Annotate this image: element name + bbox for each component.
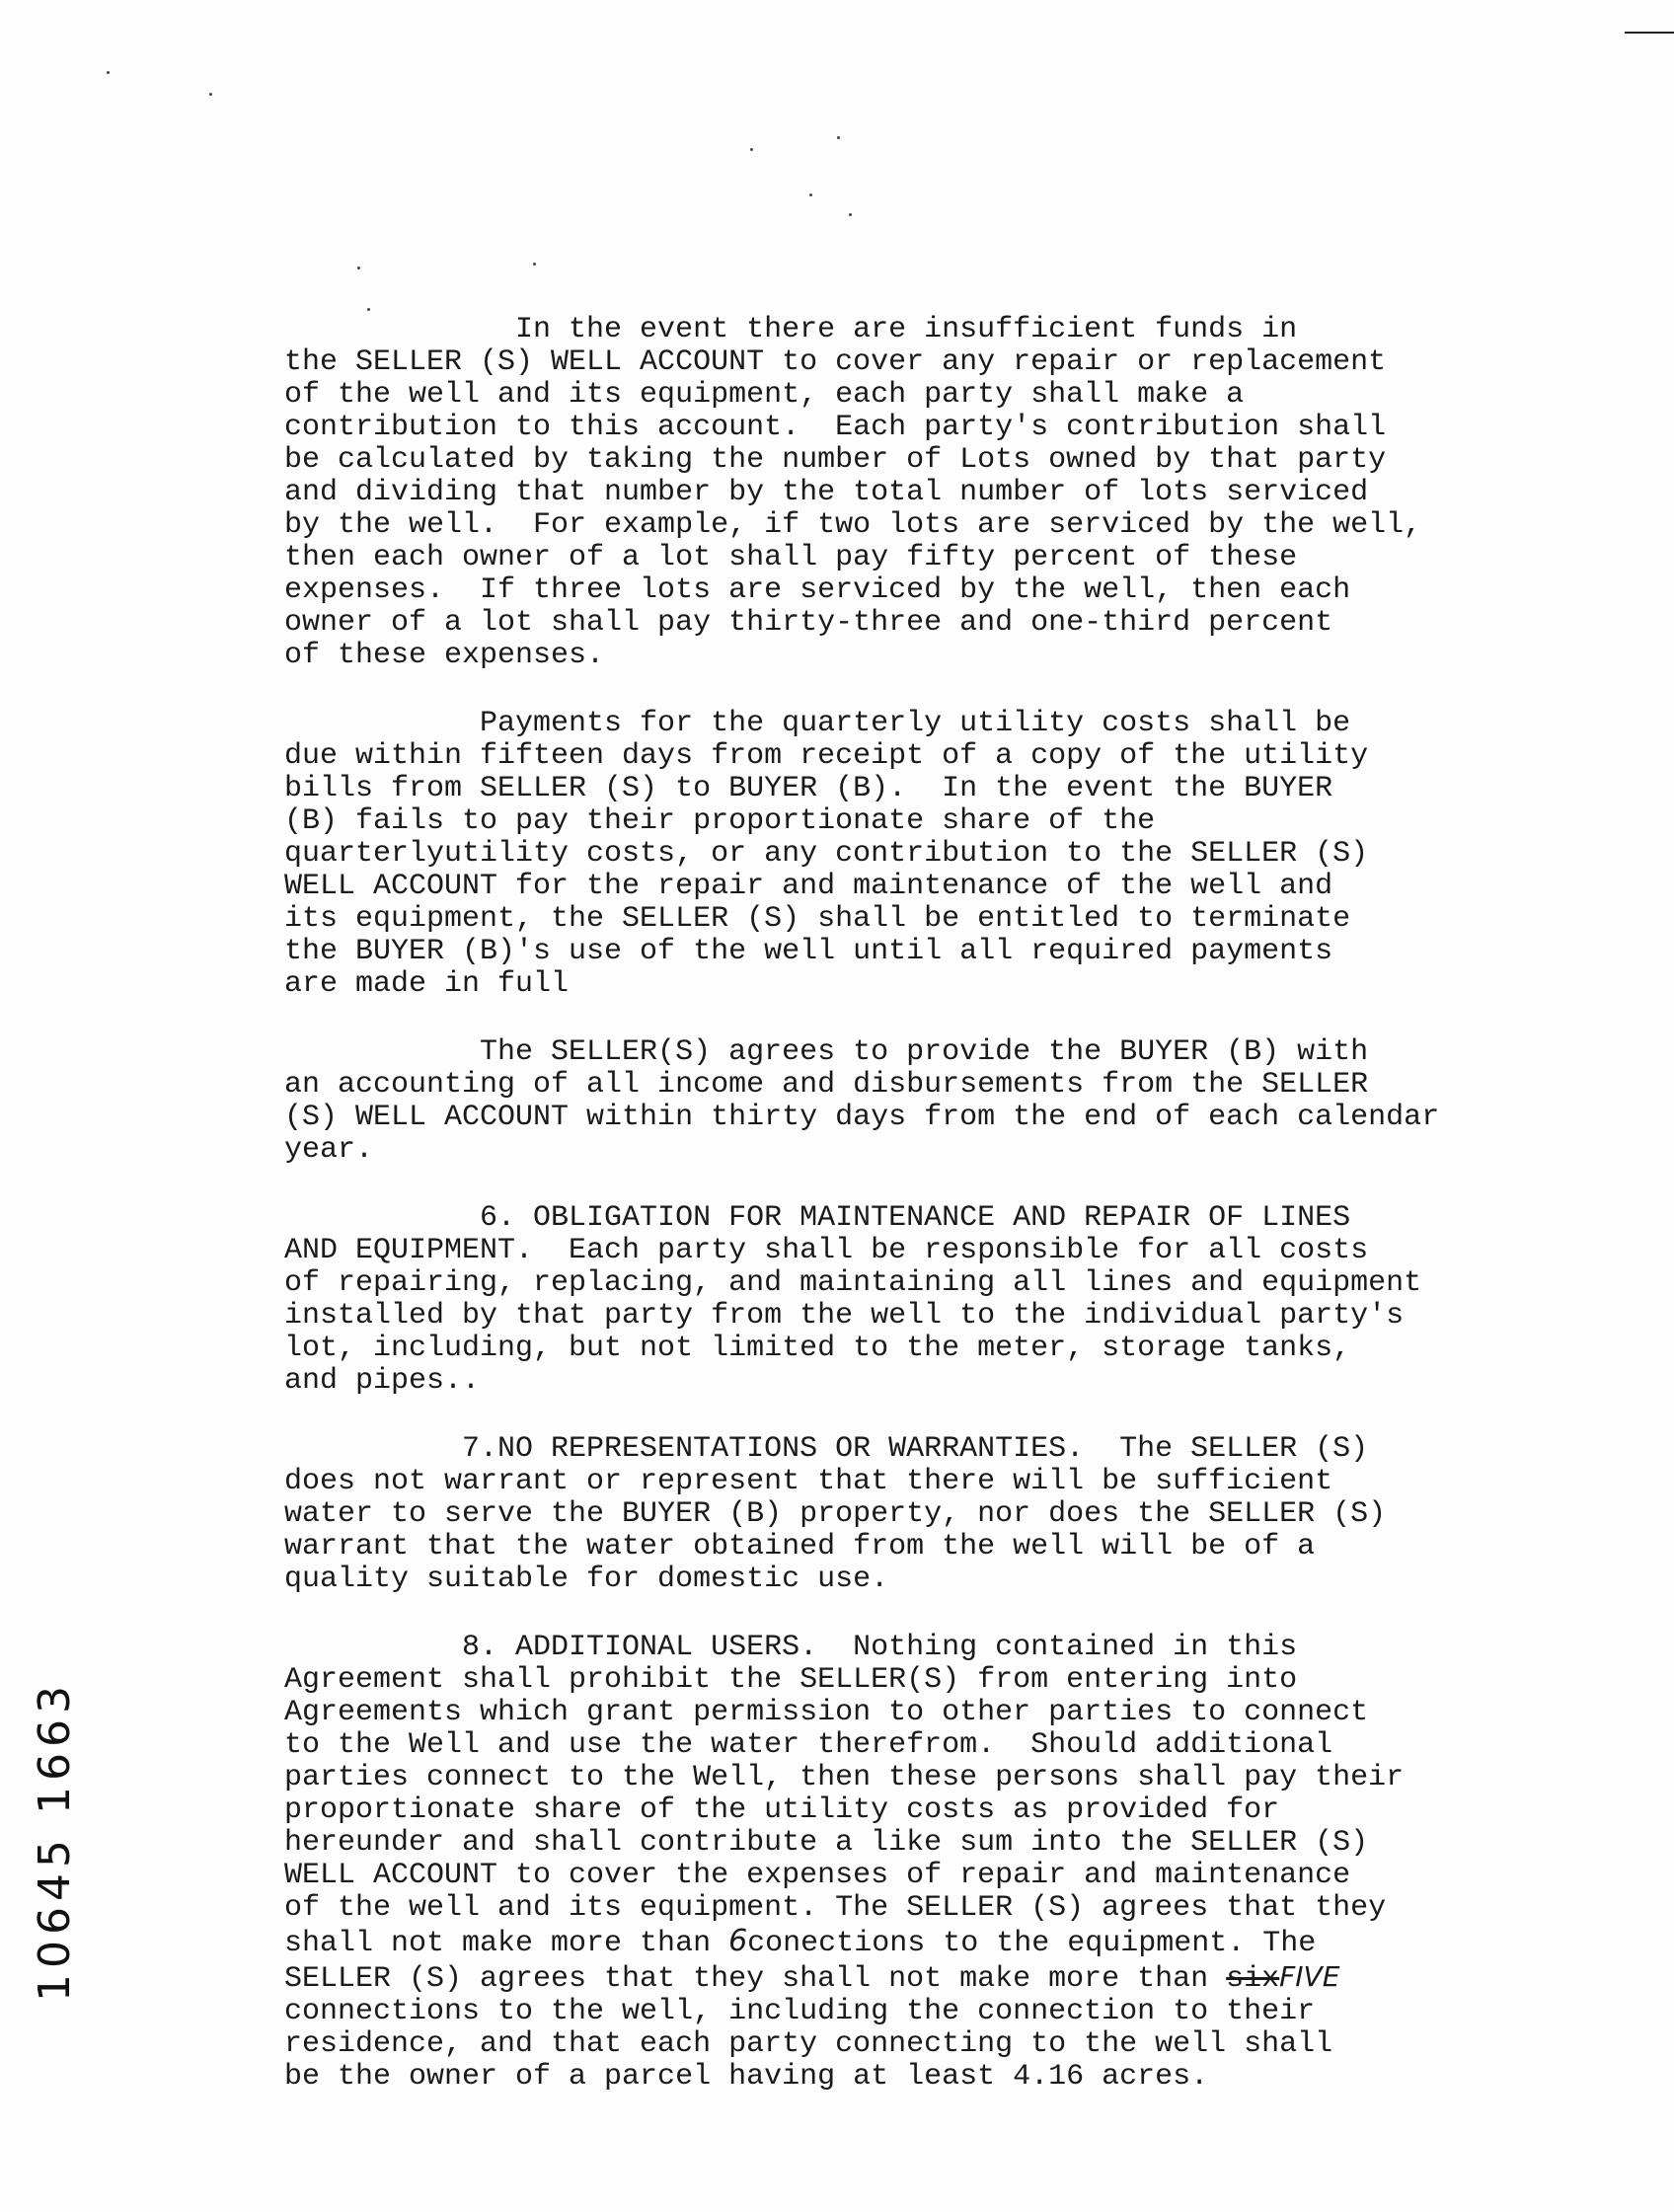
text-line: be the owner of a parcel having at least 4.16 acres. bbox=[284, 2060, 1209, 2094]
text-line: In the event there are insufficient funds in bbox=[284, 313, 1298, 346]
text-line: installed by that party from the well to the individual party's bbox=[284, 1299, 1405, 1333]
paragraph bbox=[284, 1632, 1587, 2094]
text-line: does not warrant or represent that there will be sufficient bbox=[284, 1465, 1333, 1498]
paragraph bbox=[284, 1433, 1587, 1596]
text-line: be calculated by taking the number of Lots owned by that party bbox=[284, 443, 1387, 477]
text-line: parties connect to the Well, then these persons shall pay their bbox=[284, 1761, 1405, 1794]
text-line: are made in full bbox=[284, 967, 570, 1001]
text-line: warrant that the water obtained from the well will be of a bbox=[284, 1530, 1316, 1564]
paragraph bbox=[284, 708, 1587, 1001]
scan-speck bbox=[809, 193, 812, 196]
text-line: an accounting of all income and disbursements from the SELLER bbox=[284, 1068, 1369, 1102]
text-line: due within fifteen days from receipt of a copy of the utility bbox=[284, 739, 1369, 773]
document-body bbox=[284, 314, 1587, 2094]
paragraph bbox=[284, 1036, 1587, 1167]
text-line: quality suitable for domestic use. bbox=[284, 1563, 889, 1596]
scan-speck bbox=[357, 267, 360, 269]
scan-speck bbox=[209, 93, 212, 96]
scan-speck bbox=[849, 213, 852, 216]
text-segment: conections to the equipment. The bbox=[747, 1927, 1317, 1960]
side-reference-number: 10645 1663 bbox=[30, 1680, 80, 2002]
text-line: 8. ADDITIONAL USERS. Nothing contained in this bbox=[284, 1631, 1298, 1664]
text-line: lot, including, but not limited to the meter, storage tanks, bbox=[284, 1332, 1351, 1365]
text-line: owner of a lot shall pay thirty-three and one-third percent bbox=[284, 606, 1333, 640]
scan-speck bbox=[107, 71, 110, 74]
text-line: 6. OBLIGATION FOR MAINTENANCE AND REPAIR OF LINES bbox=[284, 1201, 1351, 1235]
text-line: Agreement shall prohibit the SELLER(S) from entering into bbox=[284, 1663, 1298, 1697]
text-line: AND EQUIPMENT. Each party shall be responsible for all costs bbox=[284, 1234, 1369, 1267]
text-line: and pipes.. bbox=[284, 1364, 481, 1398]
text-line: then each owner of a lot shall pay fifty percent of these bbox=[284, 541, 1298, 574]
paragraph bbox=[284, 314, 1587, 672]
text-line: its equipment, the SELLER (S) shall be entitled to terminate bbox=[284, 902, 1351, 936]
scan-speck bbox=[750, 148, 753, 151]
text-line: The SELLER(S) agrees to provide the BUYER (B) with bbox=[284, 1035, 1369, 1069]
handwritten-correction: FIVE bbox=[1279, 1960, 1340, 1993]
text-line: bills from SELLER (S) to BUYER (B). In the event the BUYER bbox=[284, 772, 1333, 805]
text-line: connections to the well, including the connection to their bbox=[284, 1995, 1316, 2028]
text-line: of the well and its equipment, each party shall make a bbox=[284, 378, 1245, 412]
text-line: Agreements which grant permission to other parties to connect bbox=[284, 1696, 1369, 1729]
paragraph bbox=[284, 1202, 1587, 1398]
text-line: WELL ACCOUNT to cover the expenses of repair and maintenance bbox=[284, 1859, 1351, 1892]
text-line: of these expenses. bbox=[284, 639, 605, 672]
text-line: proportionate share of the utility costs as provided for bbox=[284, 1793, 1280, 1827]
text-segment: shall not make more than bbox=[284, 1927, 729, 1960]
text-line: to the Well and use the water therefrom. Should additional bbox=[284, 1728, 1333, 1762]
text-line: Payments for the quarterly utility costs shall be bbox=[284, 707, 1351, 740]
text-line: of the well and its equipment. The SELLER (S) agrees that they bbox=[284, 1891, 1387, 1925]
text-line bbox=[284, 1925, 1587, 1960]
text-line: (B) fails to pay their proportionate share of the bbox=[284, 804, 1156, 838]
scan-speck bbox=[367, 308, 370, 311]
text-line bbox=[284, 1960, 1587, 1996]
text-line: 7.NO REPRESENTATIONS OR WARRANTIES. The SELLER (S) bbox=[284, 1432, 1369, 1466]
scan-speck bbox=[533, 263, 536, 266]
text-line: expenses. If three lots are serviced by the well, then each bbox=[284, 573, 1351, 607]
text-line: year. bbox=[284, 1133, 374, 1167]
text-line: hereunder and shall contribute a like sum into the SELLER (S) bbox=[284, 1826, 1369, 1860]
text-segment: SELLER (S) agrees that they shall not make more than bbox=[284, 1962, 1227, 1996]
text-line: quarterlyutility costs, or any contribution to the SELLER (S) bbox=[284, 837, 1369, 871]
text-line: WELL ACCOUNT for the repair and maintenance of the well and bbox=[284, 870, 1333, 903]
text-line: residence, and that each party connecting to the well shall bbox=[284, 2027, 1333, 2061]
handwritten-correction: 6 bbox=[728, 1924, 748, 1958]
text-line: contribution to this account. Each party's contribution shall bbox=[284, 411, 1387, 444]
text-line: of repairing, replacing, and maintaining all lines and equipment bbox=[284, 1266, 1422, 1300]
text-line: the BUYER (B)'s use of the well until all required payments bbox=[284, 935, 1333, 968]
scan-speck bbox=[837, 136, 840, 139]
text-line: the SELLER (S) WELL ACCOUNT to cover any repair or replacement bbox=[284, 345, 1387, 379]
text-line: by the well. For example, if two lots are serviced by the well, bbox=[284, 508, 1422, 542]
text-line: water to serve the BUYER (B) property, nor does the SELLER (S) bbox=[284, 1497, 1387, 1531]
struck-text: six bbox=[1226, 1962, 1280, 1996]
text-line: and dividing that number by the total number of lots serviced bbox=[284, 476, 1369, 509]
corner-rule bbox=[1625, 32, 1674, 34]
text-line: (S) WELL ACCOUNT within thirty days from the end of each calendar bbox=[284, 1101, 1440, 1134]
